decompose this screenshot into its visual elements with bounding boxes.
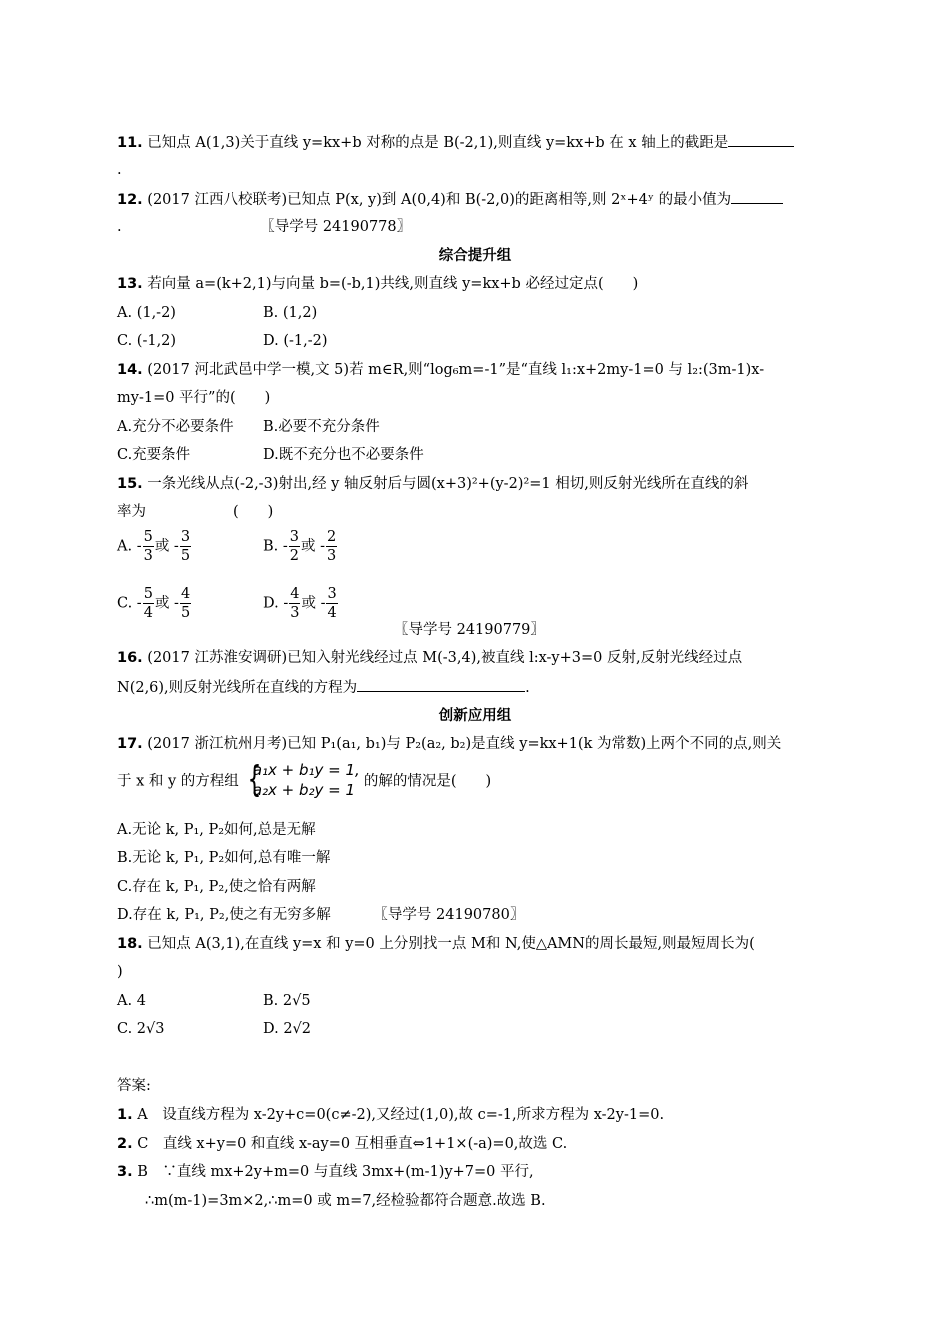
section-heading: 创新应用组 [438, 708, 512, 724]
answer-text: B ∵直线 mx+2y+m=0 与直线 3mx+(m-1)y+7=0 平行, [137, 1164, 534, 1180]
question-text: (2017 浙江杭州月考)已知 P₁(a₁, b₁)与 P₂(a₂, b₂)是直线 y=kx+1(k 为常数)上两个不同的点,则关 [147, 736, 782, 752]
numerator: 4 [180, 586, 191, 602]
question-15 [117, 474, 748, 494]
numerator: 3 [327, 586, 337, 602]
option-label: B. - [263, 538, 288, 555]
or-text: 或 - [301, 595, 326, 612]
option-label: D. - [263, 595, 289, 612]
option-label: A. - [117, 538, 142, 555]
question-13 [117, 274, 638, 294]
question-number: 13. [117, 276, 143, 292]
question-text: 一条光线从点(-2,-3)射出,经 y 轴反射后与圆(x+3)²+(y-2)²=1 相切,则反射光线所在直线的斜 [147, 476, 749, 492]
guide-number: 〖导学号 24190778〗 [260, 219, 412, 235]
question-text: N(2,6),则反射光线所在直线的方程为 [117, 680, 358, 696]
section-heading: 综合提升组 [438, 248, 512, 264]
option-c: C.存在 k, P₁, P₂,使之恰有两解 [117, 879, 316, 895]
question-12 [117, 189, 783, 210]
fraction [180, 528, 191, 565]
question-18-cont: ) [117, 964, 123, 980]
question-number: 15. [117, 476, 143, 492]
question-number: 12. [117, 192, 143, 208]
or-text: 或 - [301, 538, 326, 555]
numerator: 4 [290, 586, 300, 602]
question-text: 的解的情况是( ) [363, 773, 492, 790]
guide-number: 〖导学号 24190780〗 [373, 907, 525, 923]
answer-3-cont: ∴m(m-1)=3m×2,∴m=0 或 m=7,经检验都符合题意.故选 B. [145, 1193, 546, 1209]
or-text: 或 - [154, 595, 179, 612]
option-c: C.充要条件 [117, 447, 191, 463]
brace-glyph: { [247, 759, 262, 800]
question-14-cont: my-1=0 平行”的( ) [117, 390, 271, 406]
or-text: 或 - [154, 538, 179, 555]
denominator: 3 [327, 548, 337, 564]
answer-2 [117, 1134, 567, 1154]
option-text: D.存在 k, P₁, P₂,使之有无穷多解 [117, 907, 331, 923]
answer-number: 1. [117, 1107, 133, 1123]
question-16 [117, 648, 742, 668]
numerator: 3 [289, 529, 300, 545]
option-a: A.无论 k, P₁, P₂如何,总是无解 [117, 822, 316, 838]
option-d [263, 585, 339, 622]
denominator: 3 [290, 605, 300, 621]
question-18 [117, 934, 755, 954]
question-number: 16. [117, 650, 143, 666]
question-text: 已知点 A(3,1),在直线 y=x 和 y=0 上分别找一点 M和 N,使△AMN的周长最短,则最短周长为( [147, 936, 755, 952]
question-17-system [117, 760, 491, 800]
fraction [143, 585, 154, 622]
answer-blank [731, 189, 783, 204]
denominator: 2 [289, 548, 300, 564]
option-c: C. (-1,2) [117, 333, 177, 349]
fraction [143, 528, 154, 565]
guide-number: 〖导学号 24190779〗 [394, 622, 545, 638]
fraction [289, 585, 300, 622]
numerator: 2 [327, 529, 337, 545]
option-b: B.必要不充分条件 [263, 419, 380, 435]
answer-number: 2. [117, 1136, 133, 1152]
question-12-tail [117, 217, 411, 237]
answer-text: C 直线 x+y=0 和直线 x-ay=0 互相垂直⇔1+1×(-a)=0,故选 C. [137, 1136, 568, 1152]
fraction [326, 585, 337, 622]
question-text: (2017 江西八校联考)已知点 P(x, y)到 A(0,4)和 B(-2,0)的距离相等,则 2ˣ+4ʸ 的最小值为 [147, 192, 732, 208]
question-number: 18. [117, 936, 143, 952]
equation-system [243, 760, 360, 800]
answer-1 [117, 1105, 664, 1125]
denominator: 5 [180, 548, 191, 564]
question-11 [117, 132, 794, 153]
option-label: C. - [117, 595, 142, 612]
equation-1: a₁x + b₁y = 1, [252, 761, 360, 779]
option-b: B. (1,2) [263, 305, 318, 321]
option-b [263, 528, 338, 565]
question-tail: . [117, 219, 122, 235]
option-c: C. 2√3 [117, 1021, 165, 1037]
question-text: (2017 河北武邑中学一模,文 5)若 m∈R,则“log₆m=-1”是“直线 l₁:x+2my-1=0 与 l₂:(3m-1)x- [147, 362, 765, 378]
option-b: B. 2√5 [263, 993, 311, 1009]
question-17 [117, 734, 781, 754]
answer-text: A 设直线方程为 x-2y+c=0(c≠-2),又经过(1,0),故 c=-1,所求方程为 x-2y-1=0. [137, 1107, 665, 1123]
option-d: D. 2√2 [263, 1021, 312, 1037]
denominator: 4 [327, 605, 337, 621]
option-d [117, 905, 524, 925]
denominator: 4 [143, 605, 153, 621]
fraction [326, 528, 337, 565]
question-number: 11. [117, 135, 143, 151]
option-a [117, 528, 192, 565]
numerator: 3 [180, 529, 191, 545]
question-number: 17. [117, 736, 143, 752]
question-tail: . [525, 680, 530, 696]
answer-3 [117, 1162, 534, 1182]
question-text: 若向量 a=(k+2,1)与向量 b=(-b,1)共线,则直线 y=kx+b 必经过定点( ) [147, 276, 639, 292]
fraction [180, 585, 191, 622]
question-text: 于 x 和 y 的方程组 [117, 773, 239, 790]
answer-blank [728, 132, 794, 147]
option-b: B.无论 k, P₁, P₂如何,总有唯一解 [117, 850, 331, 866]
option-d: D.既不充分也不必要条件 [263, 447, 424, 463]
denominator: 5 [180, 605, 191, 621]
numerator: 5 [143, 586, 153, 602]
option-a: A. 4 [117, 993, 146, 1009]
answer-number: 3. [117, 1164, 133, 1180]
fraction [289, 528, 300, 565]
question-11-tail: . [117, 162, 122, 178]
answers-title: 答案: [117, 1078, 151, 1094]
question-15-cont: 率为 ( ) [117, 504, 274, 520]
denominator: 3 [143, 548, 153, 564]
question-number: 14. [117, 362, 143, 378]
question-text: 已知点 A(1,3)关于直线 y=kx+b 对称的点是 B(-2,1),则直线 y=kx+b 在 x 轴上的截距是 [147, 135, 729, 151]
question-text: (2017 江苏淮安调研)已知入射光线经过点 M(-3,4),被直线 l:x-y+3=0 反射,反射光线经过点 [147, 650, 743, 666]
option-a: A. (1,-2) [117, 305, 176, 321]
numerator: 5 [143, 529, 153, 545]
option-c [117, 585, 192, 622]
question-16-cont [117, 677, 530, 698]
question-14 [117, 360, 764, 380]
equation-2: a₂x + b₂y = 1 [252, 781, 356, 799]
option-a: A.充分不必要条件 [117, 419, 234, 435]
option-d: D. (-1,-2) [263, 333, 328, 349]
answer-blank [357, 677, 525, 692]
